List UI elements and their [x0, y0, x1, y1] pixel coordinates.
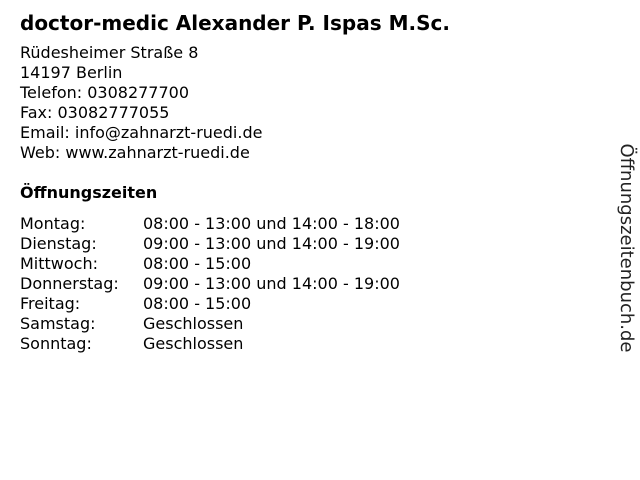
day-label: Mittwoch: [20, 254, 98, 273]
day-hours: Geschlossen [143, 334, 244, 353]
day-label: Sonntag: [20, 334, 92, 353]
city-address: 14197 Berlin [20, 63, 123, 82]
day-label: Dienstag: [20, 234, 97, 253]
contact-block [20, 43, 262, 163]
day-hours: Geschlossen [143, 314, 244, 333]
day-label: Samstag: [20, 314, 96, 333]
day-hours: 08:00 - 15:00 [143, 254, 252, 273]
website: Web: www.zahnarzt-ruedi.de [20, 143, 250, 162]
street-address: Rüdesheimer Straße 8 [20, 43, 199, 62]
fax-number: Fax: 03082777055 [20, 103, 170, 122]
day-label: Freitag: [20, 294, 81, 313]
email-address: Email: info@zahnarzt-ruedi.de [20, 123, 263, 142]
day-hours: 08:00 - 13:00 und 14:00 - 18:00 [143, 214, 400, 233]
practice-title: doctor-medic Alexander P. Ispas M.Sc. [20, 11, 450, 35]
day-label: Montag: [20, 214, 86, 233]
day-hours: 08:00 - 15:00 [143, 294, 252, 313]
phone-number: Telefon: 0308277700 [20, 83, 190, 102]
opening-hours-heading: Öffnungszeiten [20, 183, 158, 202]
day-hours: 09:00 - 13:00 und 14:00 - 19:00 [143, 274, 400, 293]
site-watermark: Öffnungszeitenbuch.de [616, 143, 637, 353]
day-label: Donnerstag: [20, 274, 119, 293]
day-hours: 09:00 - 13:00 und 14:00 - 19:00 [143, 234, 400, 253]
